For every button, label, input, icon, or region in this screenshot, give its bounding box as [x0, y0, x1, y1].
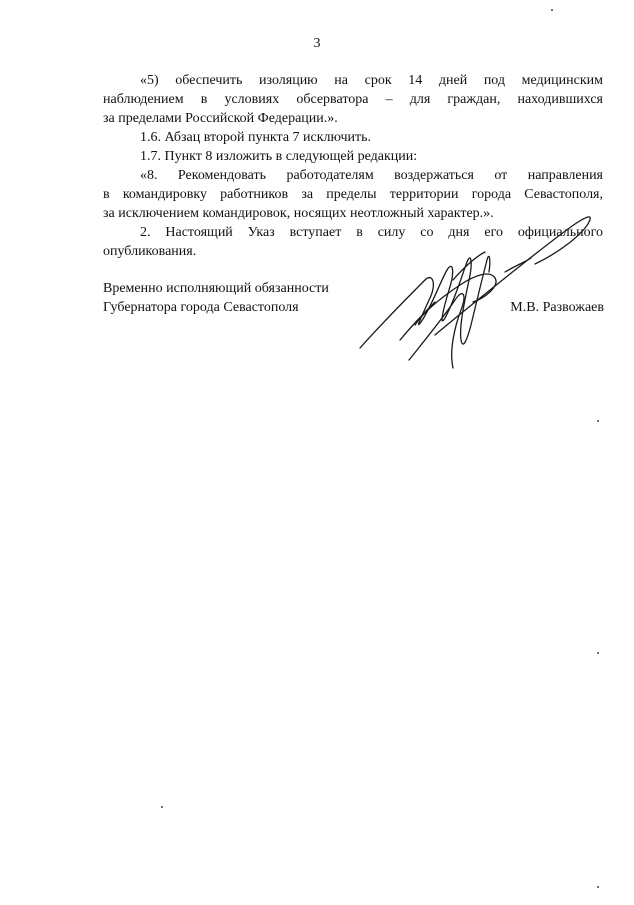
- page-number: 3: [313, 36, 321, 51]
- text-line: «5) обеспечить изоляцию на срок 14 дней под медицинским: [140, 73, 603, 88]
- signatory-title-line: Временно исполняющий обязанности: [103, 281, 329, 296]
- scan-speck: [597, 652, 599, 654]
- text-line: в командировку работников за пределы территории города Севастополя,: [103, 187, 603, 202]
- signatory-name: М.В. Развожаев: [510, 300, 604, 315]
- handwritten-signature: [355, 200, 605, 375]
- paragraph-1-6: [103, 128, 603, 147]
- signatory-title-line: Губернатора города Севастополя: [103, 300, 299, 315]
- paragraph-1-7: [103, 147, 603, 166]
- text-line: за исключением командировок, носящих неотложный характер.».: [103, 206, 494, 221]
- signatory-title: [103, 279, 329, 317]
- scan-speck: [161, 806, 163, 808]
- paragraph-isolation: [103, 71, 603, 128]
- text-line: наблюдением в условиях обсерватора – для граждан, находившихся: [103, 92, 603, 107]
- text-line: опубликования.: [103, 244, 197, 259]
- text-line: 2. Настоящий Указ вступает в силу со дня его официального: [140, 225, 603, 240]
- scan-speck: [551, 9, 553, 11]
- text-line: за пределами Российской Федерации.».: [103, 111, 338, 126]
- text-line: 1.6. Абзац второй пункта 7 исключить.: [140, 130, 372, 145]
- text-line: «8. Рекомендовать работодателям воздержаться от направления: [140, 168, 603, 183]
- scan-speck: [597, 886, 599, 888]
- scan-speck: [597, 420, 599, 422]
- text-line: 1.7. Пункт 8 изложить в следующей редакции:: [140, 149, 418, 164]
